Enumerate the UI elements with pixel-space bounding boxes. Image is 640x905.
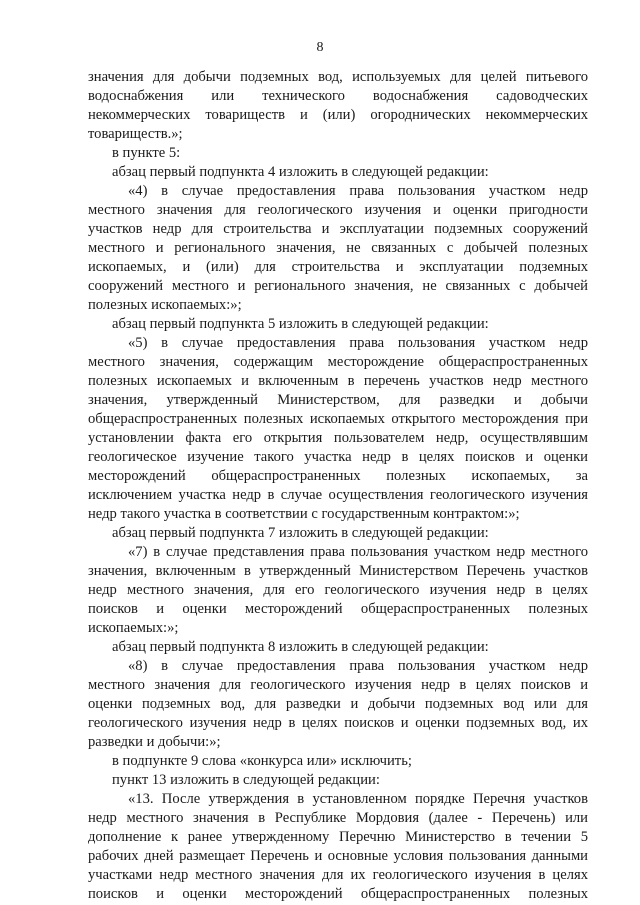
- text-line: установлении факта его открытия пользователем недр, осуществлявшим: [88, 430, 588, 446]
- text-line: «13. После утверждения в установленном порядке Перечня участков: [128, 791, 588, 807]
- text-line: ископаемых:»;: [88, 620, 179, 636]
- text-line: поисков и оценки месторождений общераспространенных полезных: [88, 601, 588, 617]
- text-line: полезных ископаемых:»;: [88, 297, 242, 313]
- text-line: значения, включенным в утвержденный Министерством Перечень участков: [88, 563, 588, 579]
- text-line: общераспространенных полезных ископаемых открытого месторождения при: [88, 411, 588, 427]
- text-line: геологического изучения недр в целях поисков и оценки подземных вод, их: [88, 715, 588, 731]
- text-line: товариществ.»;: [88, 126, 183, 142]
- text-line: абзац первый подпункта 7 изложить в следующей редакции:: [112, 525, 489, 541]
- text-line: геологическое изучение такого участка недр в целях поисков и оценки: [88, 449, 588, 465]
- text-line: в подпункте 9 слова «конкурса или» исключить;: [112, 753, 412, 769]
- text-line: разведки и добычи:»;: [88, 734, 221, 750]
- text-line: местного значения для геологического изучения и оценки пригодности: [88, 202, 588, 218]
- text-line: абзац первый подпункта 5 изложить в следующей редакции:: [112, 316, 489, 332]
- text-line: «5) в случае предоставления права пользования участком недр: [128, 335, 588, 351]
- text-line: местного и регионального значения, не связанных с добычей полезных: [88, 240, 588, 256]
- text-line: оценки подземных вод, для разведки и добычи подземных вод или для: [88, 696, 588, 712]
- text-line: значения для добычи подземных вод, используемых для целей питьевого: [88, 69, 588, 85]
- text-line: значения, утвержденный Министерством, для разведки и добычи: [88, 392, 588, 408]
- text-line: водоснабжения или технического водоснабжения садоводческих: [88, 88, 588, 104]
- text-line: поисков и оценки месторождений общераспространенных полезных: [88, 886, 588, 902]
- text-line: дополнение к ранее утвержденному Перечню Министерство в течении 5: [88, 829, 588, 845]
- text-line: некоммерческих товариществ и (или) огороднических некоммерческих: [88, 107, 588, 123]
- text-line: в пункте 5:: [112, 145, 181, 161]
- text-line: недр местного значения в Республике Мордовия (далее - Перечень) или: [88, 810, 588, 826]
- text-line: местного значения для геологического изучения недр в целях поисков и: [88, 677, 588, 693]
- text-line: абзац первый подпункта 8 изложить в следующей редакции:: [112, 639, 489, 655]
- text-line: пункт 13 изложить в следующей редакции:: [112, 772, 380, 788]
- text-line: полезных ископаемых и включенным в перечень участков недр местного: [88, 373, 588, 389]
- text-line: рабочих дней размещает Перечень и основные условия пользования данными: [88, 848, 588, 864]
- page-number: 8: [316, 40, 324, 55]
- text-line: участками недр местного значения для их геологического изучения в целях: [88, 867, 588, 883]
- text-line: сооружений местного и регионального значения, не связанных с добычей: [88, 278, 588, 294]
- text-line: исключением участка недр в случае осуществления геологического изучения: [88, 487, 588, 503]
- text-line: ископаемых, и (или) для строительства и эксплуатации подземных: [88, 259, 588, 275]
- text-line: месторождений общераспространенных полезных ископаемых, за: [88, 468, 588, 484]
- text-line: недр местного значения, для его геологического изучения недр в целях: [88, 582, 588, 598]
- text-line: абзац первый подпункта 4 изложить в следующей редакции:: [112, 164, 489, 180]
- text-line: местного значения, содержащим месторождение общераспространенных: [88, 354, 588, 370]
- text-line: «8) в случае предоставления права пользования участком недр: [128, 658, 588, 674]
- text-line: «7) в случае представления права пользования участком недр местного: [128, 544, 588, 560]
- text-line: «4) в случае предоставления права пользования участком недр: [128, 183, 588, 199]
- text-line: недр такого участка в соответствии с государственным контрактом:»;: [88, 506, 520, 522]
- text-line: участков недр для строительства и эксплуатации подземных сооружений: [88, 221, 588, 237]
